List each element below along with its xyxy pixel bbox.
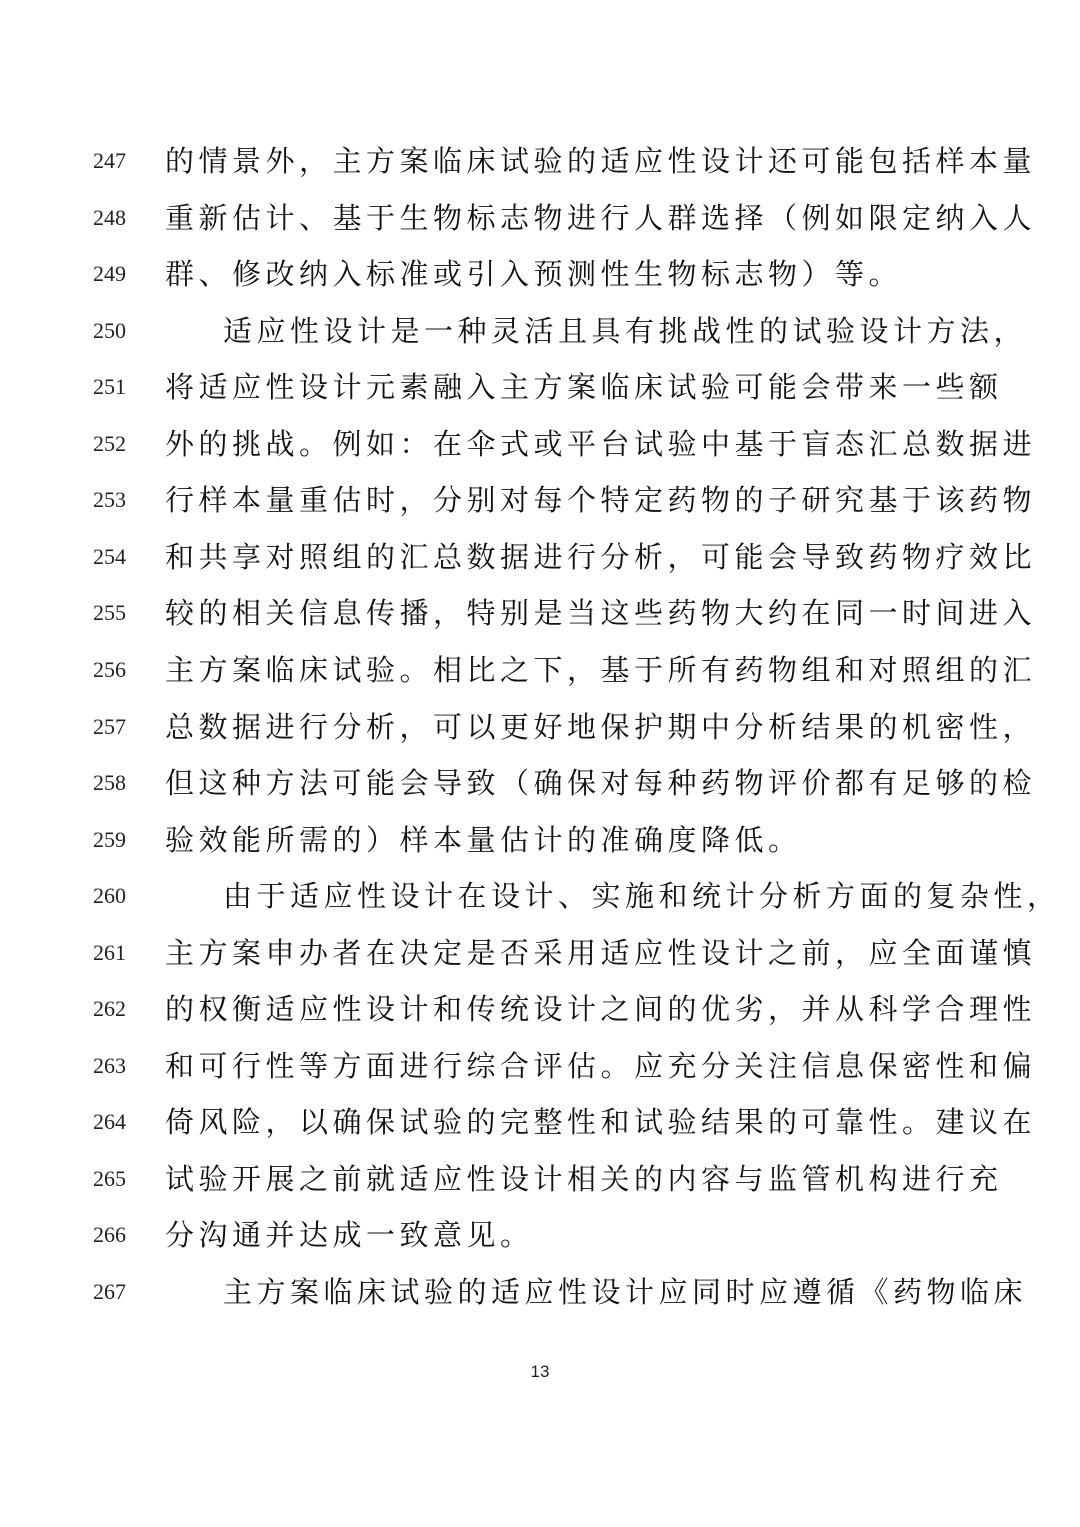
document-line [0, 812, 1080, 868]
line-number: 258 [93, 770, 126, 796]
line-number: 262 [93, 996, 126, 1022]
document-line [0, 699, 1080, 755]
line-text: 主方案申办者在决定是否采用适应性设计之前，应全面谨慎 [165, 935, 1037, 970]
line-number: 265 [93, 1165, 126, 1191]
line-text: 的权衡适应性设计和传统设计之间的优劣，并从科学合理性 [165, 992, 1037, 1027]
line-text: 重新估计、基于生物标志物进行人群选择（例如限定纳入人 [165, 200, 1037, 235]
document-line [0, 981, 1080, 1037]
line-text: 和可行性等方面进行综合评估。应充分关注信息保密性和偏 [165, 1048, 1037, 1083]
document-line [0, 642, 1080, 698]
document-line [0, 246, 1080, 302]
line-number: 251 [93, 374, 126, 400]
line-number: 256 [93, 656, 126, 682]
line-number: 250 [93, 317, 126, 343]
document-line [0, 1207, 1080, 1263]
document-line [0, 529, 1080, 585]
document-line [0, 868, 1080, 924]
line-text: 主方案临床试验。相比之下，基于所有药物组和对照组的汇 [165, 652, 1037, 687]
page-number: 13 [530, 1362, 550, 1381]
line-number: 252 [93, 430, 126, 456]
document-line [0, 359, 1080, 415]
document-line [0, 190, 1080, 246]
document-line [0, 1094, 1080, 1150]
document-line [0, 1264, 1080, 1320]
line-number: 249 [93, 261, 126, 287]
line-number: 254 [93, 543, 126, 569]
document-line [0, 416, 1080, 472]
line-number: 267 [93, 1279, 126, 1304]
line-number: 248 [93, 204, 126, 230]
line-text: 较的相关信息传播，特别是当这些药物大约在同一时间进入 [165, 596, 1037, 631]
line-number: 247 [93, 148, 126, 173]
document-line [0, 755, 1080, 811]
line-number: 266 [93, 1222, 126, 1248]
line-number: 259 [93, 826, 126, 852]
line-text: 群、修改纳入标准或引入预测性生物标志物）等。 [165, 257, 903, 292]
line-text: 的情景外，主方案临床试验的适应性设计还可能包括样本量 [165, 144, 1037, 178]
line-number: 253 [93, 487, 126, 513]
document-line [0, 585, 1080, 641]
document-line [0, 1038, 1080, 1094]
line-text: 倚风险，以确保试验的完整性和试验结果的可靠性。建议在 [165, 1105, 1037, 1140]
line-text: 验效能所需的）样本量估计的准确度降低。 [165, 822, 802, 857]
line-text: 外的挑战。例如：在伞式或平台试验中基于盲态汇总数据进 [165, 426, 1037, 461]
line-text: 分沟通并达成一致意见。 [165, 1218, 534, 1253]
line-text: 主方案临床试验的适应性设计应同时应遵循《药物临床 [223, 1275, 1028, 1309]
line-text: 由于适应性设计在设计、实施和统计分析方面的复杂性， [223, 879, 1061, 914]
line-text: 总数据进行分析，可以更好地保护期中分析结果的机密性， [165, 709, 1037, 744]
line-text: 但这种方法可能会导致（确保对每种药物评价都有足够的检 [165, 766, 1037, 801]
line-text: 将适应性设计元素融入主方案临床试验可能会带来一些额 [165, 370, 1003, 405]
line-number: 255 [93, 600, 126, 626]
document-line [0, 303, 1080, 359]
document-line [0, 472, 1080, 528]
line-text: 和共享对照组的汇总数据进行分析，可能会导致药物疗效比 [165, 539, 1037, 574]
line-number: 260 [93, 883, 126, 909]
line-number: 257 [93, 713, 126, 739]
line-number: 261 [93, 939, 126, 965]
document-line [0, 1151, 1080, 1207]
line-number: 264 [93, 1109, 126, 1135]
line-text: 适应性设计是一种灵活且具有挑战性的试验设计方法， [223, 313, 1028, 348]
line-text: 试验开展之前就适应性设计相关的内容与监管机构进行充 [165, 1161, 1003, 1196]
line-text: 行样本量重估时，分别对每个特定药物的子研究基于该药物 [165, 483, 1037, 518]
document-line [0, 925, 1080, 981]
line-number: 263 [93, 1052, 126, 1078]
document-line [0, 133, 1080, 189]
